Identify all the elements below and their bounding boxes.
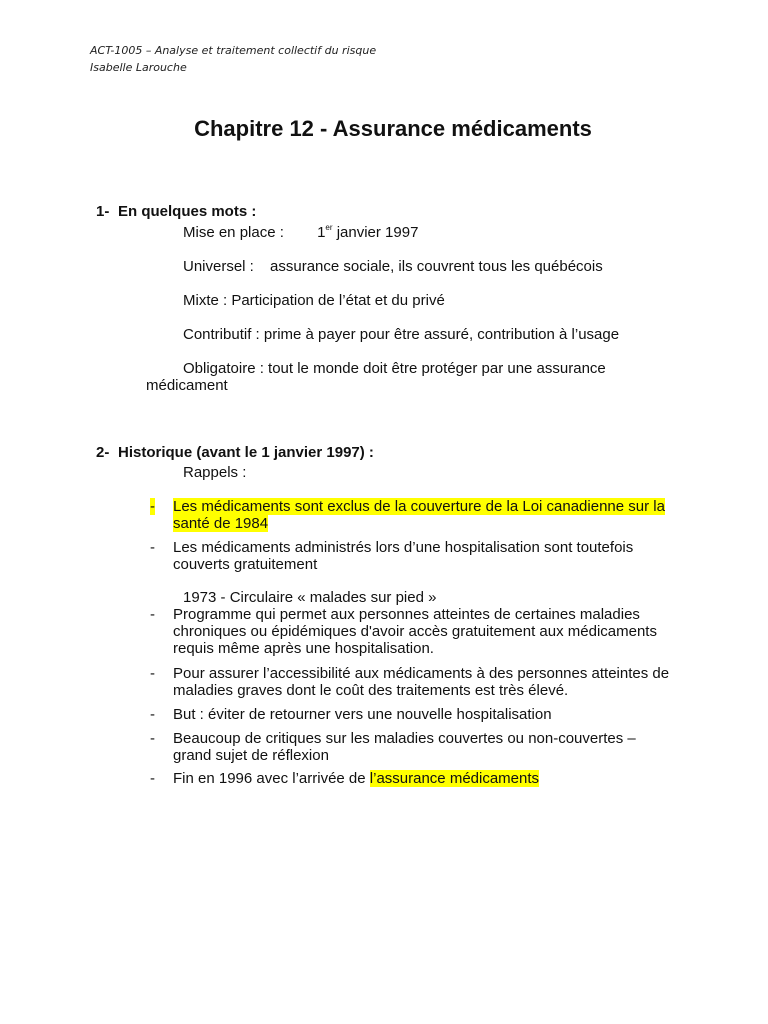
dash-marker: -	[150, 606, 155, 623]
subheading-circulaire: 1973 - Circulaire « malades sur pied »	[183, 589, 437, 606]
list-item: Contributif : prime à payer pour être assuré, contribution à l’usage	[183, 326, 620, 343]
course-title: ACT-1005 – Analyse et traitement collectif du risque	[90, 44, 377, 57]
section-number: 1-	[96, 203, 110, 220]
section-1-heading	[96, 203, 256, 220]
document-header	[90, 42, 376, 76]
section-2-heading	[96, 444, 374, 461]
list-item: But : éviter de retourner vers une nouvelle hospitalisation	[173, 706, 552, 723]
list-item	[183, 224, 418, 241]
subheading-rappels: Rappels :	[183, 464, 247, 481]
item-label: Universel :	[183, 258, 254, 275]
list-item: Mixte : Participation de l’état et du privé	[183, 292, 445, 309]
list-item: Pour assurer l’accessibilité aux médicaments à des personnes atteintes de maladies graves dont le coût des traitements est très élevé.	[173, 665, 670, 699]
list-item: Programme qui permet aux personnes atteintes de certaines maladies chroniques ou épidémiques d'avoir accès gratuitement aux médicaments requis même après une hospitalisation.	[173, 606, 657, 657]
dash-marker: -	[150, 539, 155, 556]
list-item: Les médicaments sont exclus de la couverture de la Loi canadienne sur la santé de 1984	[173, 498, 665, 532]
list-item: Fin en 1996 avec l’arrivée de l’assurance médicaments	[173, 770, 540, 787]
author-name: Isabelle Larouche	[90, 61, 187, 74]
dash-marker: -	[150, 770, 155, 787]
list-item: Les médicaments administrés lors d’une hospitalisation sont toutefois couverts gratuitement	[173, 539, 634, 573]
section-number: 2-	[96, 444, 110, 461]
chapter-title: Chapitre 12 - Assurance médicaments	[194, 116, 592, 141]
item-value: 1er janvier 1997	[317, 223, 419, 241]
list-item: Obligatoire : tout le monde doit être protéger par une assurance	[183, 360, 606, 377]
list-item-continuation: médicament	[146, 377, 228, 394]
list-item: Beaucoup de critiques sur les maladies couvertes ou non-couvertes – grand sujet de réflexion	[173, 730, 636, 764]
section-title: Historique (avant le 1 janvier 1997) :	[118, 444, 374, 461]
list-item	[183, 258, 603, 275]
highlighted-text: l’assurance médicaments	[369, 770, 540, 787]
dash-marker: -	[150, 706, 155, 723]
section-title: En quelques mots :	[118, 203, 257, 220]
dash-marker: -	[150, 665, 155, 682]
dash-marker: -	[150, 730, 155, 747]
item-label: Mise en place :	[183, 224, 284, 241]
item-value: assurance sociale, ils couvrent tous les québécois	[270, 258, 603, 275]
dash-marker: -	[150, 498, 155, 515]
